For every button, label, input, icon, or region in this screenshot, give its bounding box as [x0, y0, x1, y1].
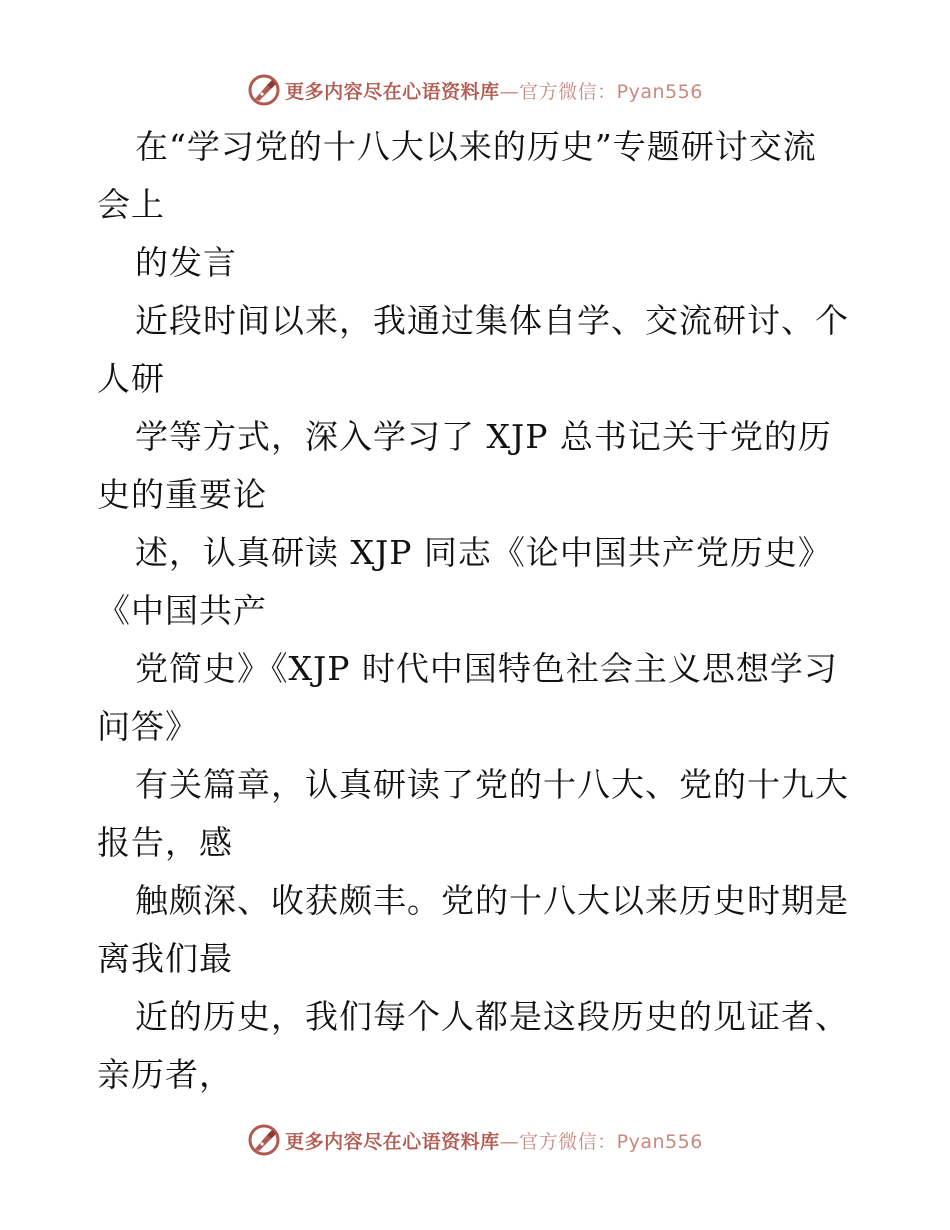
paragraph-line: 离我们最 [97, 939, 233, 978]
header-watermark [0, 70, 950, 110]
paragraph-5 [0, 524, 950, 640]
paragraph-line: 近段时间以来，我通过集体自学、交流研讨、个 [135, 301, 849, 340]
pen-nib-logo-icon [247, 1123, 281, 1157]
paragraph-line: 党简史》《XJP 时代中国特色社会主义思想学习 [135, 649, 838, 688]
paragraph-line: 的发言 [135, 243, 237, 282]
paragraph-line: 人研 [97, 359, 165, 398]
paragraph-7 [0, 756, 950, 872]
paragraph-line: 会上 [97, 185, 165, 224]
paragraph-6 [0, 640, 950, 756]
watermark-main-text: 更多内容尽在心语资料库 [285, 80, 500, 103]
paragraph-line: 在“学习党的十八大以来的历史”专题研讨交流 [135, 127, 817, 166]
paragraph-2 [0, 234, 950, 292]
paragraph-line: 触颇深、收获颇丰。党的十八大以来历史时期是 [135, 881, 849, 920]
paragraph-8 [0, 872, 950, 988]
paragraph-line: 《中国共产 [97, 591, 267, 630]
watermark-sub-text: —官方微信：Pyan556 [499, 80, 703, 103]
paragraph-line: 史的重要论 [97, 475, 267, 514]
paragraph-line: 近的历史，我们每个人都是这段历史的见证者、 [135, 997, 849, 1036]
paragraph-9 [0, 988, 950, 1104]
paragraph-1 [0, 118, 950, 234]
paragraph-line: 亲历者， [97, 1055, 233, 1094]
paragraph-4 [0, 408, 950, 524]
paragraph-line: 问答》 [97, 707, 199, 746]
footer-watermark [0, 1120, 950, 1160]
paragraph-line: 报告，感 [97, 823, 233, 862]
document-body [0, 118, 950, 1104]
paragraph-line: 述，认真研读 XJP 同志《论中国共产党历史》 [135, 533, 832, 572]
watermark-sub-text: —官方微信：Pyan556 [499, 1130, 703, 1153]
pen-nib-logo-icon [247, 73, 281, 107]
watermark-main-text: 更多内容尽在心语资料库 [285, 1130, 500, 1153]
paragraph-line: 有关篇章，认真研读了党的十八大、党的十九大 [135, 765, 849, 804]
paragraph-line: 学等方式，深入学习了 XJP 总书记关于党的历 [135, 417, 832, 456]
paragraph-3 [0, 292, 950, 408]
